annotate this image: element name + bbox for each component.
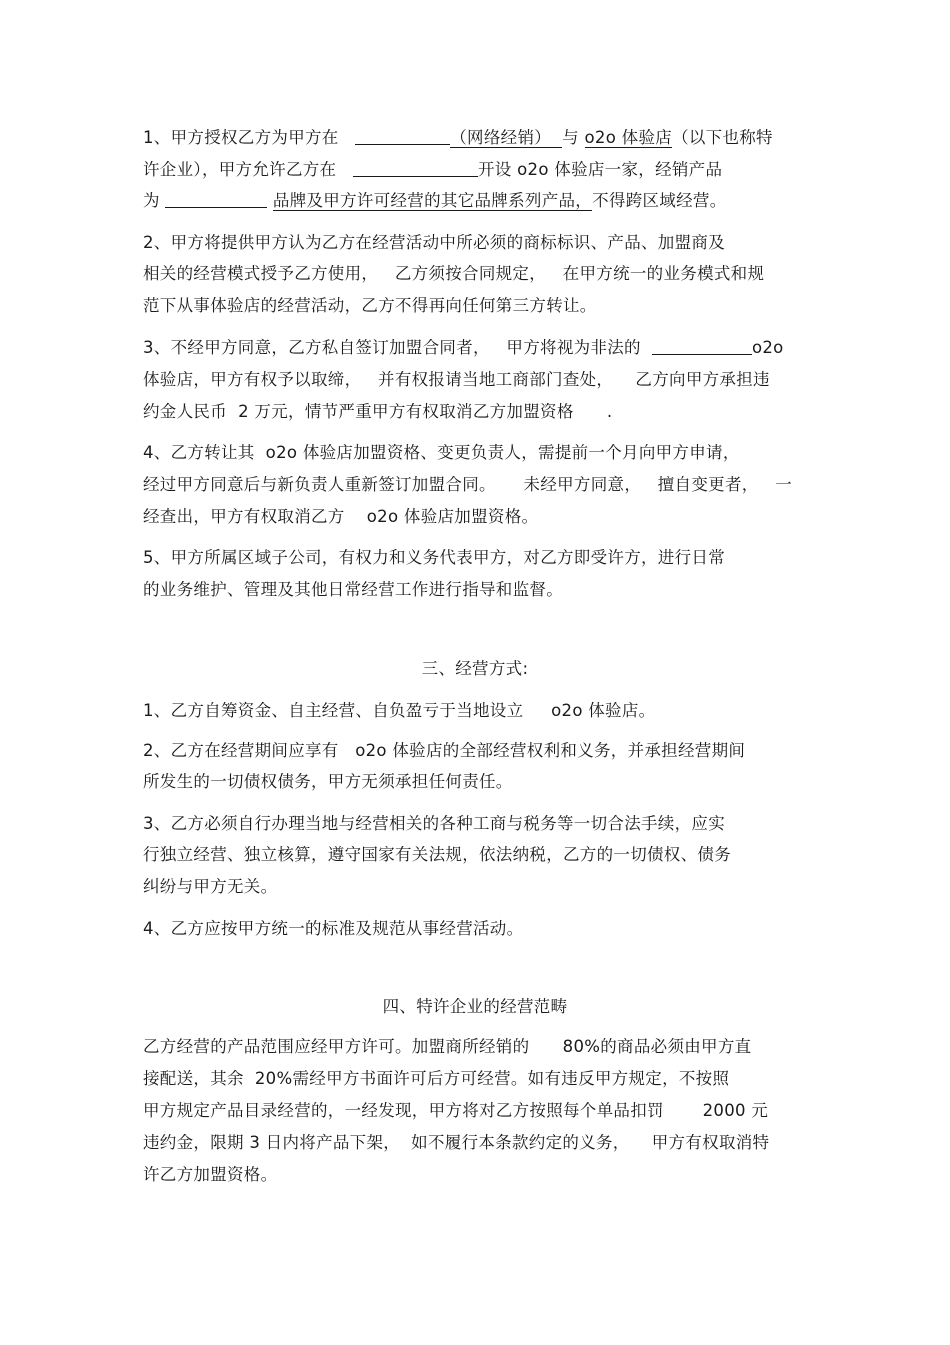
section4-line3: 甲方规定产品目录经营的，一经发现，甲方将对乙方按照每个单品扣罚 2000 元 — [143, 1101, 769, 1120]
section4-heading: 四、特许企业的经营范畴 — [382, 997, 568, 1016]
section3-item1: 1、乙方自筹资金、自主经营、自负盈亏于当地设立 o2o 体验店。 — [143, 701, 656, 720]
item4-line2: 经过甲方同意后与新负责人重新签订加盟合同。 未经甲方同意， 擅自变更者， 一 — [143, 475, 792, 494]
item3-line2: 体验店，甲方有权予以取缔， 并有权报请当地工商部门查处， 乙方向甲方承担违 — [143, 370, 770, 389]
blank-field — [355, 128, 450, 145]
blank-field — [165, 191, 267, 208]
item5-line2: 的业务维护、管理及其他日常经营工作进行指导和监督。 — [143, 580, 563, 599]
section3-item2-line2: 所发生的一切债权债务，甲方无须承担任何责任。 — [143, 772, 513, 791]
item5-line1: 5、甲方所属区域子公司，有权力和义务代表甲方，对乙方即受许方，进行日常 — [143, 548, 725, 567]
item3-line3: 约金人民币 2 万元，情节严重甲方有权取消乙方加盟资格 . — [143, 402, 613, 421]
blank-field — [652, 338, 752, 355]
section4-line2: 接配送，其余 20%需经甲方书面许可后方可经营。如有违反甲方规定，不按照 — [143, 1069, 730, 1088]
item3-line1: 3、不经甲方同意，乙方私自签订加盟合同者， 甲方将视为非法的 o2o — [143, 338, 784, 357]
section4-line1: 乙方经营的产品范围应经甲方许可。加盟商所经销的 80%的商品必须由甲方直 — [143, 1037, 752, 1056]
section3-item3-line3: 纠纷与甲方无关。 — [143, 877, 278, 896]
item4-line3: 经查出，甲方有权取消乙方 o2o 体验店加盟资格。 — [143, 507, 539, 526]
item1-line3: 为 品牌及甲方许可经营的其它品牌系列产品，不得跨区域经营。 — [143, 191, 727, 210]
section4-line4: 违约金，限期 3 日内将产品下架， 如不履行本条款约定的义务， 甲方有权取消特 — [143, 1133, 770, 1152]
section4-line5: 许乙方加盟资格。 — [143, 1165, 278, 1184]
section3-item4: 4、乙方应按甲方统一的标准及规范从事经营活动。 — [143, 919, 524, 938]
section3-item2-line1: 2、乙方在经营期间应享有 o2o 体验店的全部经营权利和义务，并承担经营期间 — [143, 741, 746, 760]
item2-line1: 2、甲方将提供甲方认为乙方在经营活动中所必须的商标标识、产品、加盟商及 — [143, 233, 725, 252]
item1-line1: 1、甲方授权乙方为甲方在 （网络经销） 与 o2o 体验店（以下也称特 — [143, 128, 773, 147]
item2-line3: 范下从事体验店的经营活动，乙方不得再向任何第三方转让。 — [143, 296, 597, 315]
section3-heading: 三、经营方式: — [421, 659, 529, 678]
item4-line1: 4、乙方转让其 o2o 体验店加盟资格、变更负责人，需提前一个月向甲方申请， — [143, 443, 740, 462]
section3-item3-line1: 3、乙方必须自行办理当地与经营相关的各种工商与税务等一切合法手续，应实 — [143, 814, 725, 833]
item1-line2: 许企业），甲方允许乙方在 开设 o2o 体验店一家，经销产品 — [143, 160, 723, 179]
section3-item3-line2: 行独立经营、独立核算，遵守国家有关法规，依法纳税，乙方的一切债权、债务 — [143, 845, 731, 864]
blank-field — [353, 160, 478, 177]
item2-line2: 相关的经营模式授予乙方使用， 乙方须按合同规定， 在甲方统一的业务模式和规 — [143, 264, 765, 283]
